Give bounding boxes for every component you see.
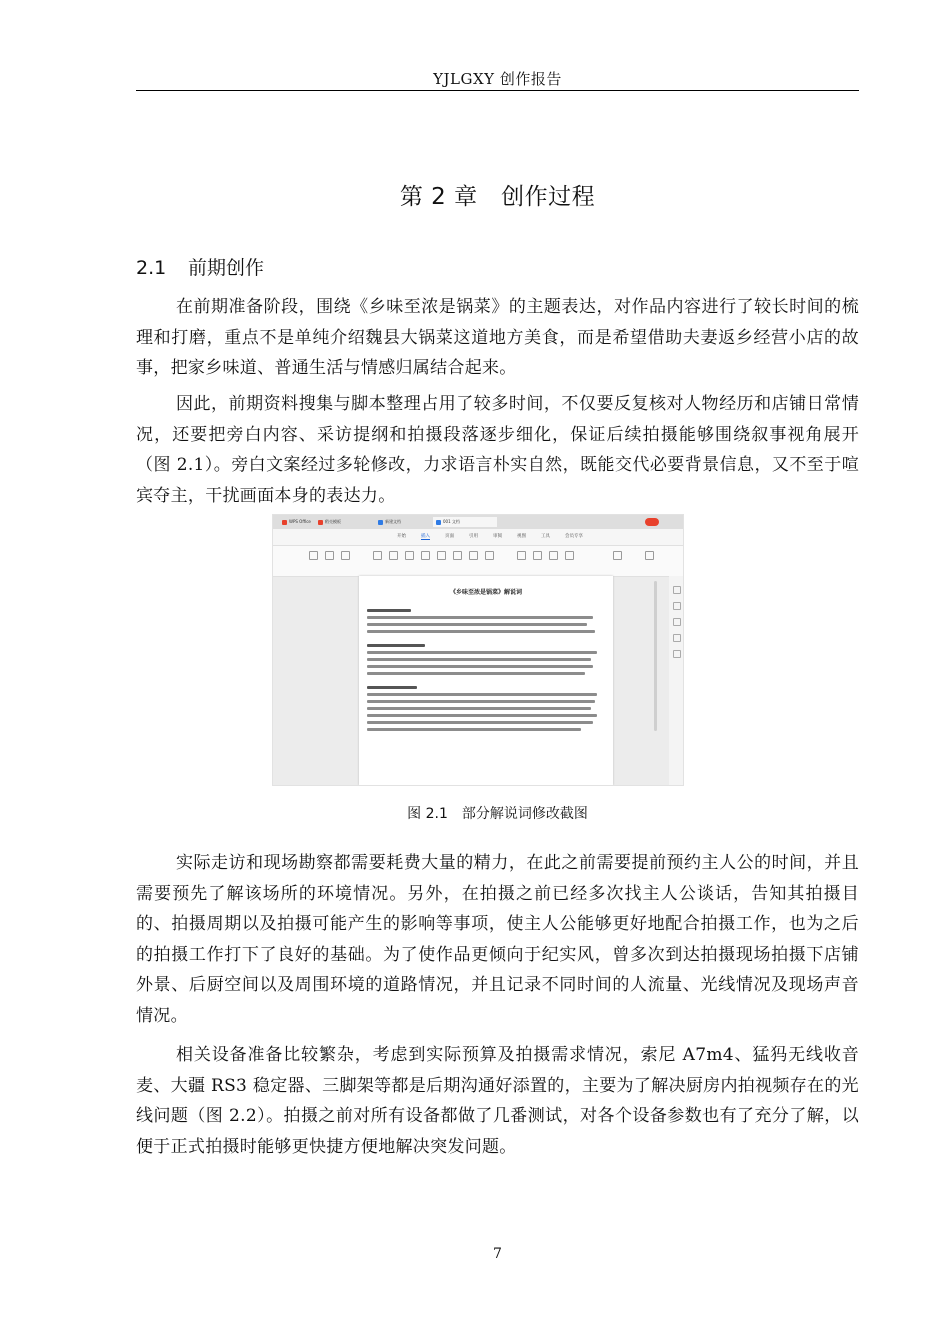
text-line (367, 672, 585, 675)
text-line (367, 721, 593, 724)
text-line (367, 644, 425, 647)
fig-scrollbar (654, 581, 657, 731)
paragraph-2: 因此，前期资料搜集与脚本整理占用了较多时间，不仅要反复核对人物经历和店铺日常情况，还要把旁白内容、采访提纲和拍摄段落逐步细化，保证后续拍摄能够围绕叙事视角展开（图 2.1）。旁白文案经过多轮修改，力求语言朴实自然，既能交代必要背景信息，又不至于喧宾夺主，干扰画面本身的表达力。 (136, 394, 859, 506)
paragraph-1: 在前期准备阶段，围绕《乡味至浓是锅菜》的主题表达，对作品内容进行了较长时间的梳理和打磨，重点不是单纯介绍魏县大锅菜这道地方美食，而是希望借助夫妻返乡经营小店的故事，把家乡味道、普通生活与情感归属结合起来。 (136, 297, 859, 378)
text-line (367, 707, 591, 710)
fig-menu-item: 开始 (397, 534, 406, 539)
fig-tab: WPS Office (279, 517, 319, 527)
paragraph-4: 相关设备准备比较繁杂，考虑到实际预算及拍摄需求情况，索尼 A7m4、猛犸无线收音麦、大疆 RS3 稳定器、三脚架等都是后期沟通好添置的，主要为了解决厨房内拍视频存在的光线问题（图 2.2）。拍摄之前对所有设备都做了几番测试，对各个设备参数也有了充分了解，以便于正式拍摄时能够更快捷方便地解决突发问题。 (136, 1045, 859, 1157)
fig-menu-item: 会员专享 (565, 534, 583, 539)
text-line (367, 623, 587, 626)
fig-menu-item: 工具 (541, 534, 550, 539)
text-line (367, 630, 595, 633)
fig-right-toolbar (669, 576, 683, 785)
section-title: 前期创作 (188, 257, 265, 279)
ribbon-tool-icon (437, 551, 446, 560)
fig-ribbon (273, 546, 683, 577)
text-line (367, 728, 581, 731)
fig-document-page (359, 576, 613, 785)
fig-tab: 新建文档 (375, 517, 435, 527)
page-number: 7 (493, 1246, 502, 1262)
ribbon-tool-icon (565, 551, 574, 560)
fig-tab-active: 001 文档 (433, 517, 497, 527)
fig-menu-item: 审阅 (493, 534, 502, 539)
fig-tab-bar (273, 515, 683, 529)
ribbon-tool-icon (405, 551, 414, 560)
text-line (367, 700, 595, 703)
ribbon-tool-icon (389, 551, 398, 560)
side-tool-icon (673, 650, 681, 658)
ribbon-tool-icon (533, 551, 542, 560)
side-tool-icon (673, 634, 681, 642)
section-number: 2.1 (136, 257, 167, 279)
fig-menu-item: 页面 (445, 534, 454, 539)
ribbon-tool-icon (485, 551, 494, 560)
figure-caption (136, 803, 859, 823)
running-header: YJLGXY 创作报告 (433, 70, 562, 88)
fig-menu-item-active: 插入 (421, 534, 430, 539)
caption-text: 部分解说词修改截图 (461, 806, 588, 822)
ribbon-tool-icon (453, 551, 462, 560)
ribbon-tool-icon (549, 551, 558, 560)
fig-menu-item: 视图 (517, 534, 526, 539)
fig-tab: 稻壳模板 (315, 517, 355, 527)
text-line (367, 693, 597, 696)
ribbon-tool-icon (517, 551, 526, 560)
side-tool-icon (673, 586, 681, 594)
text-line (367, 714, 597, 717)
ribbon-tool-icon (373, 551, 382, 560)
template-icon (318, 520, 323, 525)
chapter-title: 第 2 章 创作过程 (399, 184, 596, 210)
caption-number: 图 2.1 (407, 806, 448, 822)
side-tool-icon (673, 618, 681, 626)
text-line (367, 609, 411, 612)
text-line (367, 665, 593, 668)
paragraph-3: 实际走访和现场勘察都需要耗费大量的精力，在此之前需要提前预约主人公的时间，并且需要预先了解该场所的环境情况。另外，在拍摄之前已经多次找主人公谈话，告知其拍摄目的、拍摄周期以及拍摄可能产生的影响等事项，使主人公能够更好地配合拍摄工作，也为之后的拍摄工作打下了良好的基础。为了使作品更倾向于纪实风，曾多次到达拍摄现场拍摄下店铺外景、后厨空间以及周围环境的道路情况，并且记录不同时间的人流量、光线情况及现场声音情况。 (136, 853, 859, 1026)
header-rule (136, 90, 859, 91)
fig-menu-bar (273, 529, 683, 546)
ribbon-tool-icon (469, 551, 478, 560)
text-line (367, 686, 417, 689)
ribbon-tool-icon (421, 551, 430, 560)
text-line (367, 651, 597, 654)
figure-screenshot (272, 514, 684, 786)
doc-icon (436, 520, 441, 525)
ribbon-tool-icon (341, 551, 350, 560)
ribbon-tool-icon (309, 551, 318, 560)
ribbon-tool-icon (645, 551, 654, 560)
fig-menu-item: 引用 (469, 534, 478, 539)
text-line (367, 616, 593, 619)
section-heading (136, 253, 264, 280)
fig-badge (645, 518, 659, 526)
text-line (367, 658, 591, 661)
fig-doc-title: 《乡味至浓是锅菜》解说词 (449, 589, 522, 596)
ribbon-tool-icon (325, 551, 334, 560)
doc-icon (378, 520, 383, 525)
wps-logo-icon (282, 520, 287, 525)
ribbon-tool-icon (613, 551, 622, 560)
side-tool-icon (673, 602, 681, 610)
